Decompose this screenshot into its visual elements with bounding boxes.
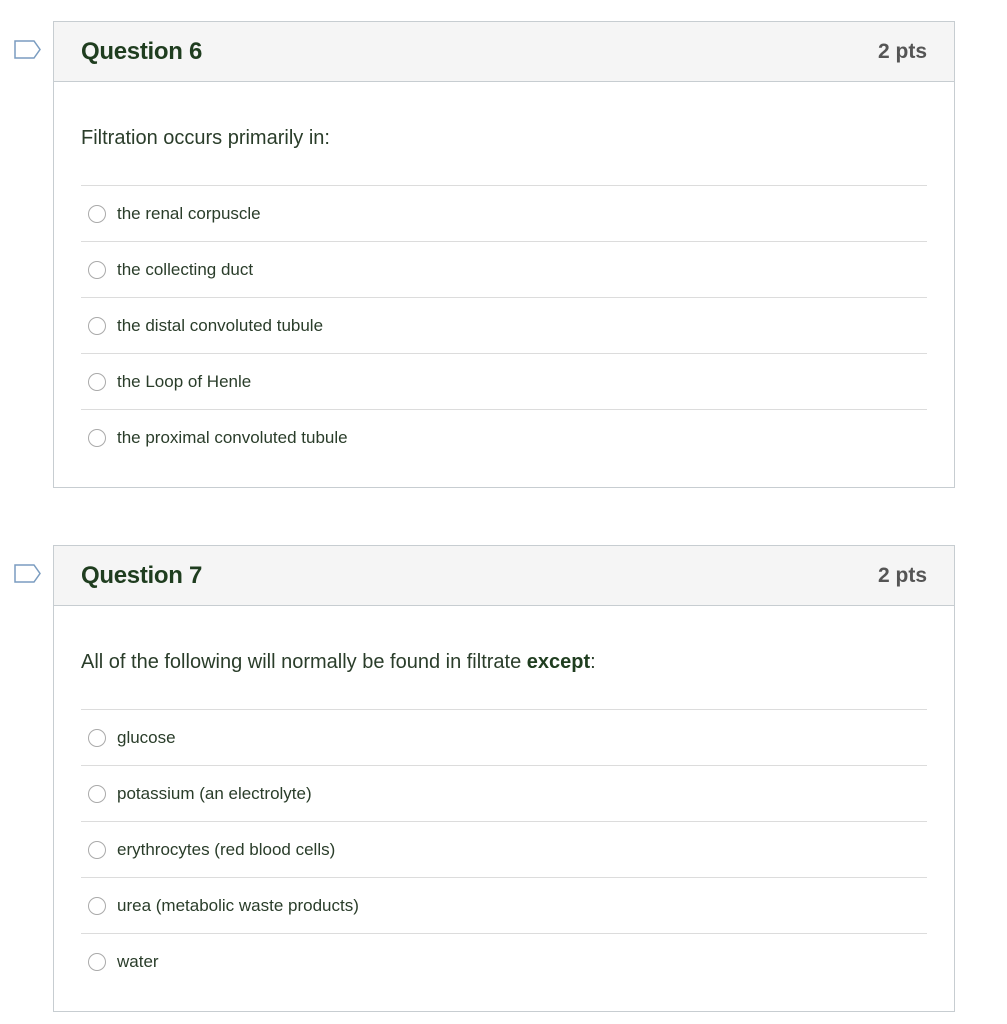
- answer-label: water: [117, 951, 159, 971]
- radio-button[interactable]: [88, 317, 106, 335]
- radio-button[interactable]: [88, 205, 106, 223]
- answer-list: [81, 185, 927, 465]
- radio-button[interactable]: [88, 897, 106, 915]
- question-text: Filtration occurs primarily in:: [81, 127, 330, 149]
- answer-label: potassium (an electrolyte): [117, 783, 312, 803]
- radio-button[interactable]: [88, 729, 106, 747]
- answer-label: the distal convoluted tubule: [117, 315, 324, 335]
- answer-option[interactable]: [81, 766, 927, 822]
- question-title: Question 7: [81, 561, 203, 589]
- answer-option[interactable]: [81, 822, 927, 878]
- flag-question-icon[interactable]: [14, 40, 41, 59]
- answer-label: the collecting duct: [117, 259, 254, 279]
- question-title: Question 6: [81, 37, 203, 65]
- radio-button[interactable]: [88, 429, 106, 447]
- answer-label: urea (metabolic waste products): [117, 895, 359, 915]
- question-text: All of the following will normally be found in filtrate except:: [81, 651, 596, 673]
- answer-option[interactable]: [81, 934, 927, 989]
- answer-label: glucose: [117, 727, 176, 747]
- answer-option[interactable]: [81, 186, 927, 242]
- answer-option[interactable]: [81, 354, 927, 410]
- answer-label: the Loop of Henle: [117, 371, 252, 391]
- question-card: [53, 21, 955, 488]
- question-points: 2 pts: [877, 39, 927, 63]
- answer-option[interactable]: [81, 410, 927, 465]
- answer-label: the proximal convoluted tubule: [117, 427, 348, 447]
- radio-button[interactable]: [88, 841, 106, 859]
- flag-question-icon[interactable]: [14, 564, 41, 583]
- answer-option[interactable]: [81, 298, 927, 354]
- radio-button[interactable]: [88, 785, 106, 803]
- question-card: [53, 545, 955, 1012]
- answer-label: erythrocytes (red blood cells): [117, 839, 336, 859]
- radio-button[interactable]: [88, 261, 106, 279]
- answer-option[interactable]: [81, 710, 927, 766]
- answer-option[interactable]: [81, 242, 927, 298]
- answer-option[interactable]: [81, 878, 927, 934]
- question-header: [54, 546, 954, 606]
- question-points: 2 pts: [877, 563, 927, 587]
- radio-button[interactable]: [88, 373, 106, 391]
- radio-button[interactable]: [88, 953, 106, 971]
- answer-label: the renal corpuscle: [117, 203, 261, 223]
- question-header: [54, 22, 954, 82]
- answer-list: [81, 709, 927, 989]
